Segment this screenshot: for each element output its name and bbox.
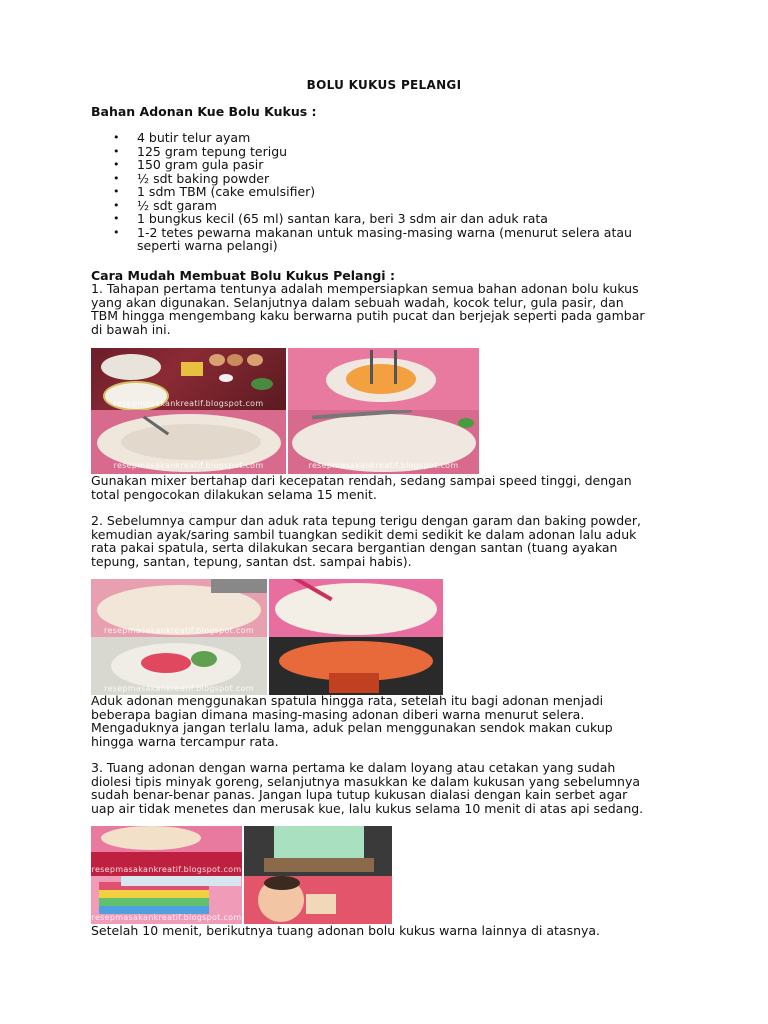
photo-ingredients — [91, 348, 286, 410]
photo-coloring-batter — [91, 637, 267, 695]
ingredient-item: • 150 gram gula pasir — [113, 158, 673, 172]
watermark: resepmasakankreatif.blogspot.com — [91, 865, 242, 874]
photo-spatula-mixing — [269, 579, 443, 637]
photo-eggs-mixing — [288, 348, 479, 410]
ingredient-item: • ½ sdt garam — [113, 199, 673, 213]
watermark: resepmasakankreatif.blogspot.com — [308, 461, 459, 470]
ingredient-item: • 1 bungkus kecil (65 ml) santan kara, beri 3 sdm air dan aduk rata — [113, 212, 673, 226]
step-2-after-text: Aduk adonan menggunakan spatula hingga rata, setelah itu bagi adonan menjadi beberapa bagian dimana masing-masing adonan diberi warna menurut selera. Mengaduknya jangan terlalu lama, aduk pelan menggunakan sendok makan cukup hingga warna tercampur rata. — [91, 693, 613, 749]
photo-pouring-into-pan — [91, 826, 242, 876]
ingredient-item: • 125 gram tepung terigu — [113, 145, 673, 159]
method-heading: Cara Mudah Membuat Bolu Kukus Pelangi : — [91, 268, 395, 283]
watermark: resepmasakankreatif.blogspot.com — [91, 913, 242, 922]
step-3-after-text: Setelah 10 menit, berikutnya tuang adonan bolu kukus warna lainnya di atasnya. — [91, 923, 601, 938]
ingredient-item: • 1-2 tetes pewarna makanan untuk masing-masing warna (menurut selera atau seperti warna pelangi) — [113, 226, 673, 253]
ingredients-list — [113, 131, 673, 253]
step-1-after-text: Gunakan mixer bertahap dari kecepatan rendah, sedang sampai speed tinggi, dengan total pengocokan dilakukan selama 15 menit. — [91, 473, 632, 502]
step-3-text: 3. Tuang adonan dengan warna pertama ke dalam loyang atau cetakan yang sudah diolesi tipis minyak goreng, selanjutnya masukkan ke dalam kukusan yang sebelumnya sudah benar-benar panas. Jangan lupa tutup kukusan dialasi dengan kain serbet agar uap air tidak menetes dan merusak kue, lalu kukus selama 10 menit di atas api sedang. — [91, 760, 644, 816]
photo-pouring-batter — [269, 637, 443, 695]
photo-child-eating — [244, 876, 392, 924]
step-1-text: 1. Tahapan pertama tentunya adalah mempersiapkan semua bahan adonan bolu kukus yang akan digunakan. Selanjutnya dalam sebuah wadah, kocok telur, gula pasir, dan TBM hingga mengembang kaku berwarna putih pucat dan berjejak seperti pada gambar di bawah ini. — [91, 281, 645, 337]
photo-flour-mixing — [91, 579, 267, 637]
ingredient-item: • ½ sdt baking powder — [113, 172, 673, 186]
watermark: resepmasakankreatif.blogspot.com — [104, 626, 254, 635]
watermark: resepmasakankreatif.blogspot.com — [104, 684, 254, 693]
watermark: resepmasakankreatif.blogspot.com — [113, 461, 264, 470]
photo-layered-pan — [244, 826, 392, 876]
photo-rainbow-cake — [91, 876, 242, 924]
ingredients-heading: Bahan Adonan Kue Bolu Kukus : — [91, 104, 317, 119]
document-title: BOLU KUKUS PELANGI — [306, 78, 462, 92]
ingredient-item: • 1 sdm TBM (cake emulsifier) — [113, 185, 673, 199]
step-2-text: 2. Sebelumnya campur dan aduk rata tepung terigu dengan garam dan baking powder, kemudian ayak/saring sambil tuangkan sedikit demi sedikit ke dalam adonan lalu aduk rata pakai spatula, serta dilakukan secara bergantian dengan santan (tuang ayakan tepung, santan, tepung, santan dst. sampai habis). — [91, 513, 641, 569]
ingredient-item: • 4 butir telur ayam — [113, 131, 673, 145]
watermark: resepmasakankreatif.blogspot.com — [113, 399, 264, 408]
photo-batter-fluffy — [288, 410, 479, 474]
photo-batter-whisked — [91, 410, 286, 474]
